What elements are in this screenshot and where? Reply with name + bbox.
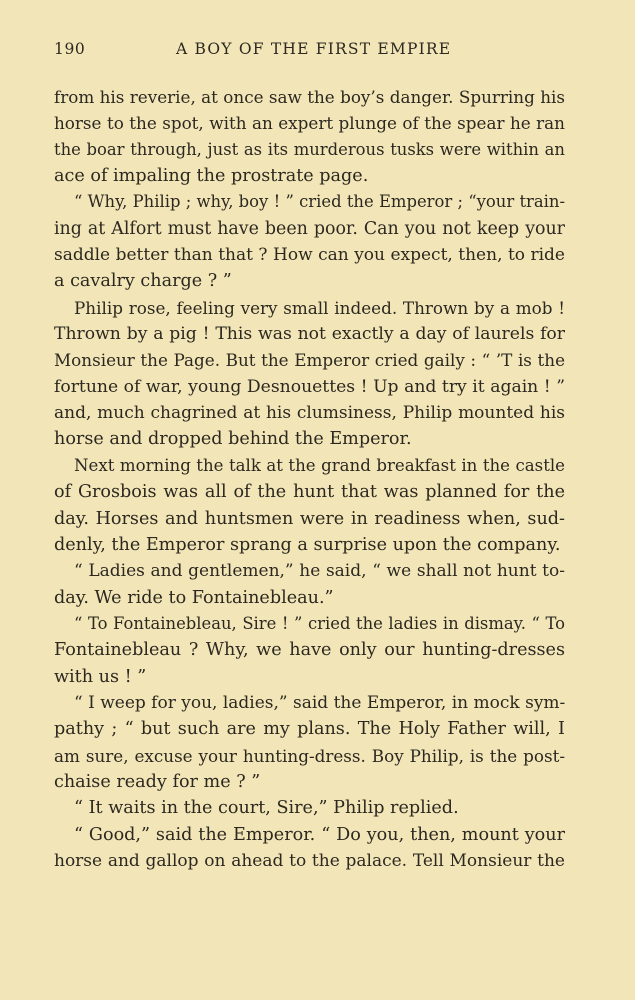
text-line: with us ! ” xyxy=(54,666,147,687)
text-line: am sure, excuse your hunting-dress. Boy Philip, is the post- xyxy=(54,745,565,766)
text-line: chaise ready for me ? ” xyxy=(54,771,261,792)
text-line: horse and dropped behind the Emperor. xyxy=(54,429,412,450)
text-line: “ Why, Philip ; why, boy ! ” cried the Emperor ; “your train- xyxy=(74,192,565,212)
text-line: saddle better than that ? How can you expect, then, to ride xyxy=(54,245,565,266)
text-line: “ Good,” said the Emperor. “ Do you, then, mount your xyxy=(74,824,565,845)
text-line: ace of impaling the prostrate page. xyxy=(54,166,369,187)
text-line: a cavalry charge ? ” xyxy=(54,271,232,292)
text-line: day. Horses and huntsmen were in readiness when, sud- xyxy=(54,508,565,529)
body-text xyxy=(54,84,565,874)
text-line: denly, the Emperor sprang a surprise upon the company. xyxy=(54,534,561,555)
text-line: Philip rose, feeling very small indeed. Thrown by a mob ! xyxy=(74,297,565,318)
text-line: Next morning the talk at the grand breakfast in the castle xyxy=(74,455,565,475)
text-line: day. We ride to Fontainebleau.” xyxy=(54,587,334,608)
text-line: ing at Alfort must have been poor. Can you not keep your xyxy=(54,218,565,239)
page-number: 190 xyxy=(54,40,86,58)
text-line: from his reverie, at once saw the boy’s danger. Spurring his xyxy=(54,87,565,107)
text-line: Thrown by a pig ! This was not exactly a day of laurels for xyxy=(54,324,565,345)
text-line: Monsieur the Page. But the Emperor cried gaily : “ ’T is the xyxy=(54,350,565,371)
text-line: horse to the spot, with an expert plunge of the spear he ran xyxy=(54,113,565,134)
running-head xyxy=(54,40,565,62)
text-line: “ Ladies and gentlemen,” he said, “ we shall not hunt to- xyxy=(74,561,565,582)
text-line: “ To Fontainebleau, Sire ! ” cried the ladies in dismay. “ To xyxy=(74,613,565,633)
text-line: “ I weep for you, ladies,” said the Emperor, in mock sym- xyxy=(74,692,565,713)
text-line: the boar through, just as its murderous tusks were within an xyxy=(54,139,565,159)
text-line: and, much chagrined at his clumsiness, Philip mounted his xyxy=(54,403,565,424)
text-line: of Grosbois was all of the hunt that was planned for the xyxy=(54,482,565,503)
text-line: fortune of war, young Desnouettes ! Up and try it again ! ” xyxy=(54,376,565,397)
text-line: horse and gallop on ahead to the palace. Tell Monsieur the xyxy=(54,850,565,871)
text-line: “ It waits in the court, Sire,” Philip replied. xyxy=(74,798,459,819)
text-line: pathy ; “ but such are my plans. The Holy Father will, I xyxy=(54,719,565,740)
text-line: Fontainebleau ? Why, we have only our hunting-dresses xyxy=(54,640,565,661)
running-title: A BOY OF THE FIRST EMPIRE xyxy=(176,40,452,58)
